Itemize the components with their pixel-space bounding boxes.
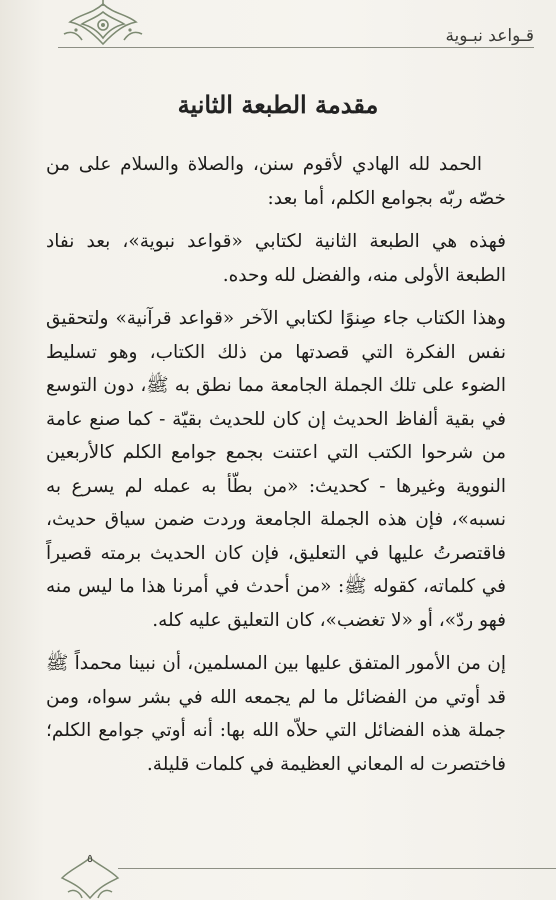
- paragraph: فهذه هي الطبعة الثانية لكتابي «قواعد نبوية»، بعد نفاد الطبعة الأولى منه، والفضل لله وحده.: [46, 231, 506, 286]
- paragraph: إن من الأمور المتفق عليها بين المسلمين، أن نبينا محمداً ﷺ قد أوتي من الفضائل ما لم يجمعه الله في بشر سواه، ومن جملة هذه الفضائل التي حلاّه الله بها: أنه أوتي جوامع الكلم؛ فاختصرت له المعاني العظيمة في كلمات قليلة.: [46, 653, 506, 775]
- page-number: ٥: [87, 852, 93, 865]
- footer-divider: [118, 868, 556, 869]
- corner-ornament-icon: [62, 0, 144, 48]
- page-title: مقدمة الطبعة الثانية: [177, 90, 379, 119]
- paragraph: الحمد لله الهادي لأقوم سنن، والصلاة والسلام على من خصّه ربّه بجوامع الكلم، أما بعد:: [46, 154, 506, 209]
- running-head-title: قـواعد نبـوية: [445, 26, 534, 46]
- body-text: [46, 148, 506, 791]
- paragraph: وهذا الكتاب جاء صِنوًا لكتابي الآخر «قواعد قرآنية» ولتحقيق نفس الفكرة التي قصدتها من ذلك الكتاب، وهو تسليط الضوء على تلك الجملة الجامعة مما نطق به ﷺ، دون التوسع في بقية ألفاظ الحديث إن كان للحديث بقيّة - كما صنع عامة من شرحوا الكتب التي اعتنت بجمع جوامع الكلم كالأربعين النووية وغيرها - كحديث: «من بطّأ به عمله لم يسرع به نسبه»، فإن هذه الجملة الجامعة وردت ضمن سياق حديث، فاقتصرتُ عليها في التعليق، فإن كان الحديث برمته قصيراً في كلماته، كقوله ﷺ: «من أحدث في أمرنا هذا ما ليس منه فهو ردّ»، أو «لا تغضب»، كان التعليق عليه كله.: [46, 308, 506, 631]
- header-divider: [58, 47, 534, 48]
